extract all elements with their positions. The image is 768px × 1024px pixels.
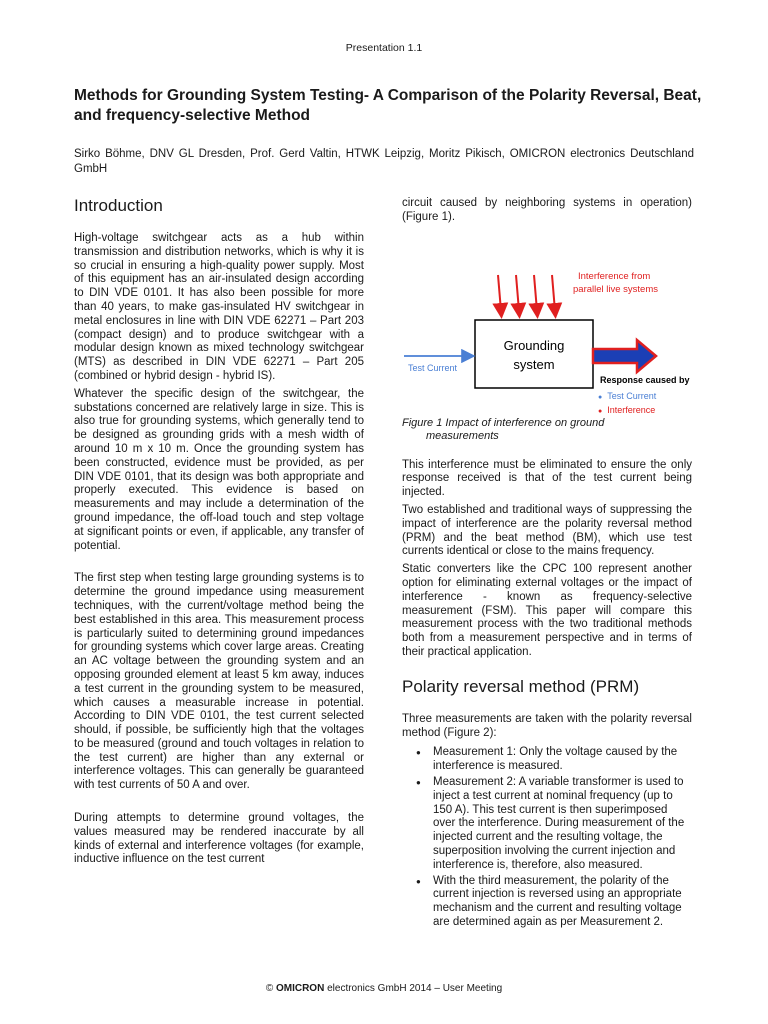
interference-label-2: parallel live systems — [573, 283, 658, 295]
paragraph: This interference must be eliminated to ensure the only response received is that of the test current being injected. — [402, 458, 692, 499]
paragraph: The first step when testing large grounding systems is to determine the ground impedance using measurement techniques, with the current/voltage method being the best established in this area. This measurement process is particularly suited to determining ground impedances for grounding systems which cover large areas. Creating an AC voltage between the grounding system and an opposing grounded element at least 5 km away, induces a test current in the grounding system to be measured, which causes a measurable increase in potential. According to DIN VDE 0101, the test current selected should, if possible, be sufficiently high that the voltages to be measured (ground and touch voltages in relation to the test current) are higher than any external or interference voltages. This can generally be guaranteed with test currents of 50 A and over. — [74, 572, 364, 792]
authors: Sirko Böhme, DNV GL Dresden, Prof. Gerd Valtin, HTWK Leipzig, Moritz Pikisch, OMICRON electronics Deutschland GmbH — [74, 148, 694, 175]
figure-1-diagram — [402, 235, 696, 390]
interference-arrow — [534, 275, 537, 311]
legend-bullet-blue: ● — [598, 393, 603, 401]
paragraph: Static converters like the CPC 100 represent another option for eliminating external voltages or the impact of interference - known as frequency-selective measurement (FSM). This paper will compare this measurement process with the two traditional methods both from a measurement perspective and in terms of their practical application. — [402, 563, 692, 658]
list-item: ● Measurement 2: A variable transformer is used to inject a test current at nominal frequency (up to 150 A). This test current is then superimposed over the interference. During measurement of the injected current and the resulting voltage, the superposition involving the current injection and interference is, therefore, also measured. — [416, 775, 685, 871]
figure-legend — [598, 390, 696, 418]
page-header: Presentation 1.1 — [345, 42, 423, 54]
paragraph: High-voltage switchgear acts as a hub within transmission and distribution networks, which is why it is so crucial in ensuring a high-quality power supply. Most of this equipment has an air-insulated design according to DIN VDE 0101. It has also been possible for more than 40 years, to make gas-insulated HV switchgear in metal enclosures in line with DIN VDE 62271 – Part 203 (compact design) and to produce switchgear with a modular design known as mixed technology switchgear (MTS) as described in DIN VDE 62271 – Part 205 (combined or hybrid design - hybrid IS). — [74, 232, 364, 382]
box-label-2: system — [513, 356, 555, 372]
legend-bullet-red: ● — [598, 407, 603, 415]
page-footer — [0, 983, 768, 994]
list-item: ● Measurement 1: Only the voltage caused by the interference is measured. — [416, 746, 678, 773]
left-column — [74, 196, 364, 871]
paragraph: Whatever the specific design of the switchgear, the substations concerned are relatively large in size. This is also true for grounding systems, which generally tend to be designed as grounding grids with a mesh width of around 10 m x 10 m. Once the grounding system has been constructed, evidence must be provided, as per DIN VDE 0101, that its design was both appropriate and properly executed. This evidence is based on measurements and may include a determination of the ground impedance, the off-load touch and step voltage at significant points or even, if applicable, any transfer of potential. — [74, 387, 364, 552]
footer-text: electronics GmbH 2014 – User Meeting — [327, 983, 503, 994]
box-label-1: Grounding — [503, 337, 565, 353]
measurement-list — [402, 746, 692, 929]
legend-test-current: ● Test Current — [598, 390, 657, 401]
figure-1 — [402, 235, 696, 415]
copyright-symbol: © — [265, 983, 274, 994]
paper-title: Methods for Grounding System Testing- A Comparison of the Polarity Reversal, Beat, and frequency-selective Method — [74, 87, 702, 124]
bullet-dot: ● — [416, 876, 421, 886]
paragraph: Three measurements are taken with the polarity reversal method (Figure 2): — [402, 712, 692, 739]
grounding-system-box — [475, 320, 593, 388]
paragraph: Two established and traditional ways of suppressing the impact of interference are the polarity reversal method (PRM) and the beat method (BM), which use test currents identical or close to the mains frequency. — [402, 503, 692, 558]
interference-arrow — [516, 275, 519, 311]
footer-brand: OMICRON — [275, 983, 325, 994]
paragraph: circuit caused by neighboring systems in operation) (Figure 1). — [402, 197, 692, 223]
paragraph: During attempts to determine ground voltages, the values measured may be rendered inaccurate by all kinds of external and interference voltages (for example, inductive influence on the test current — [74, 812, 364, 866]
right-column — [402, 197, 692, 932]
interference-arrow — [498, 275, 501, 311]
response-title: Response caused by — [600, 374, 690, 385]
bullet-dot: ● — [416, 748, 421, 758]
legend-interference: ● Interference — [598, 404, 656, 415]
figure-1-caption: Figure 1 Impact of interference on ground measurements — [402, 416, 605, 442]
response-arrow — [593, 340, 656, 372]
section-heading-prm: Polarity reversal method (PRM) — [402, 676, 640, 696]
interference-label-1: Interference from — [578, 270, 651, 282]
test-current-label: Test Current — [408, 362, 458, 373]
section-heading-introduction: Introduction — [74, 196, 163, 215]
bullet-dot: ● — [416, 777, 421, 787]
interference-arrow — [552, 275, 555, 311]
list-item: ● With the third measurement, the polarity of the current injection is reversed using an appropriate mechanism and the current and resulting voltage are determined again as per Measurement 2. — [416, 874, 682, 928]
